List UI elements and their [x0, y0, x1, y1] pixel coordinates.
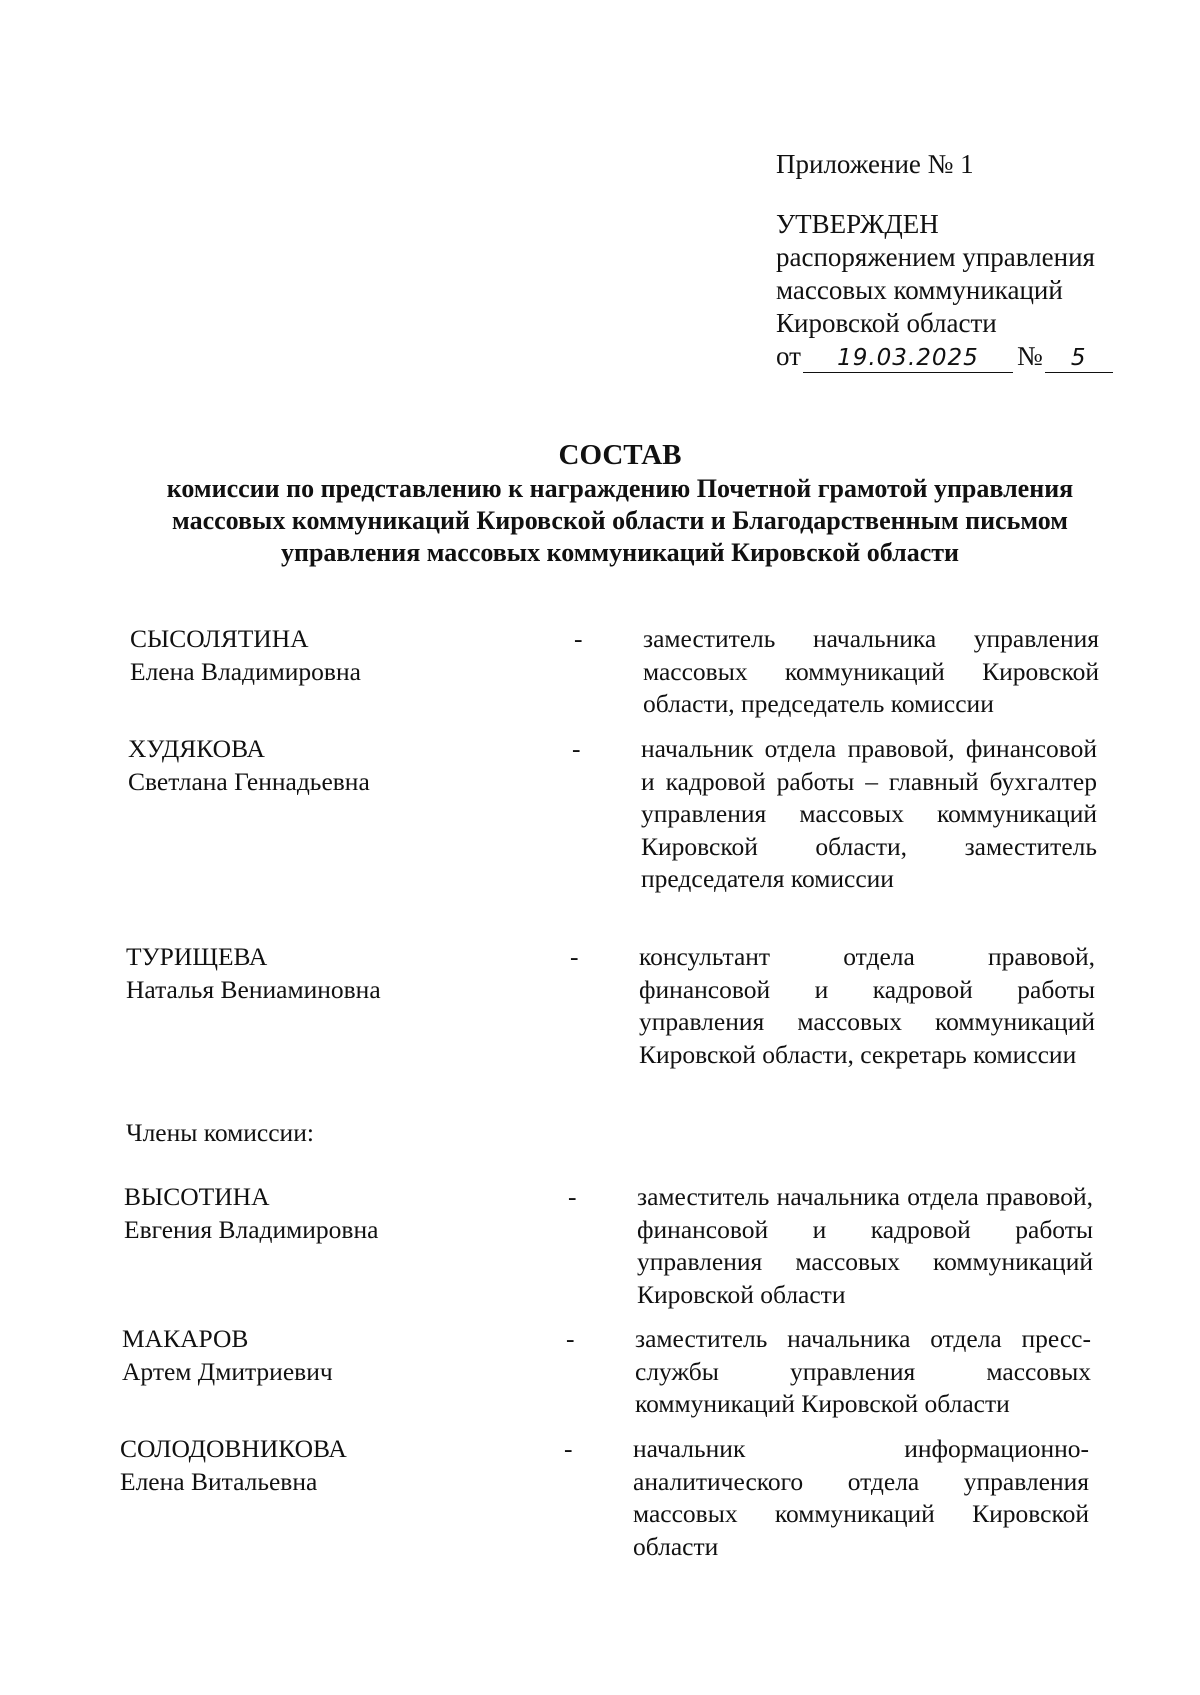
document-subtitle-line-3: управления массовых коммуникаций Кировской области [280, 538, 960, 567]
member-role: заместитель начальника отдела пресс-службы управления массовых коммуникаций Кировской области [635, 1324, 1091, 1418]
member-name [126, 941, 546, 1006]
member-role: консультант отдела правовой, финансовой и кадровой работы управления массовых коммуникаций Кировской области, секретарь комиссии [639, 942, 1095, 1069]
member-given-name: Светлана Геннадьевна [128, 766, 370, 796]
member-name [124, 1181, 544, 1246]
member-dash: - [572, 734, 581, 763]
document-subtitle-line-2: массовых коммуникаций Кировской области и Благодарственным письмом [172, 506, 1068, 535]
approval-line-1: распоряжением управления [776, 242, 1095, 272]
approved-label: УТВЕРЖДЕН [776, 209, 939, 239]
member-dash: - [566, 1324, 575, 1353]
approval-block [776, 148, 1113, 373]
number-label: № [1016, 341, 1043, 371]
from-label: от [776, 341, 801, 371]
member-dash: - [574, 624, 583, 653]
member-role: заместитель начальника управления массовых коммуникаций Кировской области, председатель комиссии [643, 624, 1099, 718]
member-dash: - [564, 1434, 573, 1463]
member-surname: ВЫСОТИНА [124, 1182, 270, 1211]
handwritten-date: 19.03.2025 [803, 344, 1013, 373]
member-surname: СОЛОДОВНИКОВА [120, 1434, 347, 1463]
member-given-name: Наталья Вениаминовна [126, 974, 381, 1004]
member-surname: СЫСОЛЯТИНА [130, 624, 309, 653]
members-section-label: Члены комиссии: [126, 1118, 314, 1147]
member-name [122, 1323, 542, 1388]
document-title-block [100, 437, 1140, 569]
member-surname: МАКАРОВ [122, 1324, 249, 1353]
approval-line-2: массовых коммуникаций [776, 275, 1063, 305]
member-given-name: Евгения Владимировна [124, 1214, 379, 1244]
member-given-name: Елена Витальевна [120, 1466, 318, 1496]
member-given-name: Артем Дмитриевич [122, 1356, 333, 1386]
approval-date-number-line [776, 340, 1113, 373]
member-dash: - [568, 1182, 577, 1211]
member-name [120, 1433, 540, 1498]
member-surname: ТУРИЩЕВА [126, 942, 268, 971]
member-role: начальник отдела правовой, финансовой и кадровой работы – главный бухгалтер управления массовых коммуникаций Кировской области, заместитель председателя комиссии [641, 734, 1097, 893]
annex-label: Приложение № 1 [776, 149, 974, 179]
member-given-name: Елена Владимировна [130, 656, 361, 686]
member-role: заместитель начальника отдела правовой, финансовой и кадровой работы управления массовых коммуникаций Кировской области [637, 1182, 1093, 1309]
member-role: начальник информационно-аналитического отдела управления массовых коммуникаций Кировской области [633, 1434, 1089, 1561]
member-surname: ХУДЯКОВА [128, 734, 265, 763]
handwritten-number: 5 [1045, 344, 1113, 373]
document-title: СОСТАВ [558, 439, 682, 471]
member-name [130, 623, 550, 688]
member-dash: - [570, 942, 579, 971]
member-name [128, 733, 548, 798]
document-subtitle-line-1: комиссии по представлению к награждению Почетной грамотой управления [166, 474, 1074, 503]
approval-line-3: Кировской области [776, 308, 997, 338]
